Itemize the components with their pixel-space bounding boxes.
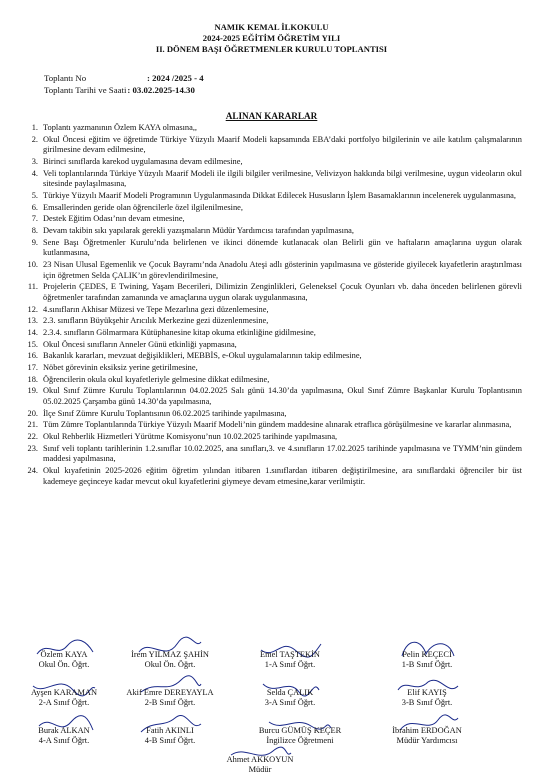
decision-item	[20, 444, 522, 465]
decision-number: 21.	[27, 420, 38, 430]
decision-number: 22.	[27, 432, 38, 441]
signature-block	[230, 688, 350, 708]
meeting-no-label: Toplantı No	[44, 73, 87, 83]
signatory-role: İngilizce Öğretmeni	[266, 736, 334, 745]
decision-text: Tüm Zümre Toplantılarında Türkiye Yüzyılı Maarif Modeli’nin gündem maddesine alınarak etraflıca görüşülmesine ve kararlar alınmasına,	[43, 420, 512, 430]
signatory-role: 2-B Sınıf Öğrt.	[144, 698, 196, 707]
decision-number: 20.	[27, 408, 38, 418]
signatory-name: Elif KAYIŞ	[407, 688, 447, 697]
decision-text: Destek Eğitim Odası’nın devam etmesine,	[43, 214, 185, 224]
decision-text: Veli toplantılarında Türkiye Yüzyılı Maarif Modeli ile ilgili bilgiler verilmesine, Velivizyon hakkında bilgi verilmesine, uygun videoların okul sitesinde paylaşılmasına,	[43, 168, 522, 189]
decision-item	[20, 135, 522, 156]
signature-block	[110, 726, 230, 746]
decision-item	[20, 316, 522, 327]
decision-text: Sınıf veli toplantı tarihlerinin 1.2.sınıflar 10.02.2025, ana sınıfları,3. ve 4.sınıfların 17.02.2025 tarihinde yapılmasına ve TYMM’nin gündem maddesi yapılmasına,	[43, 443, 522, 464]
signatory-role: 4-A Sınıf Öğrt.	[38, 736, 90, 745]
decision-number: 16.	[27, 351, 38, 361]
decision-text: Toplantı yazmanının Özlem KAYA olmasına,,	[43, 123, 198, 132]
signature-block	[367, 688, 487, 708]
decision-number: 17.	[27, 362, 38, 372]
signatory-name: Ahmet AKKOYUN	[226, 755, 294, 764]
decision-number: 4.	[31, 168, 38, 178]
academic-year: 2024-2025 EĞİTİM ÖĞRETİM YILI	[202, 33, 341, 43]
decision-number: 3.	[31, 156, 38, 166]
decision-item	[20, 157, 522, 168]
meeting-date-value: : 03.02.2025-14.30	[127, 85, 195, 95]
signature-block	[4, 650, 124, 670]
decision-item	[20, 305, 522, 316]
decision-text: 23 Nisan Ulusal Egemenlik ve Çocuk Bayramı’nda Anadolu Ateşi adlı gösterinin yapılmasına ve gösteride giyilecek kıyafetlerin araştırılması için öğretmen Selda ÇALIK’ın görevlendirilmesine,	[43, 259, 522, 280]
decision-number: 18.	[27, 374, 38, 384]
signatory-role: Okul Ön. Öğrt.	[144, 660, 196, 669]
signatory-name: Selda ÇALIK	[266, 688, 314, 697]
decision-item	[20, 420, 522, 431]
decision-item	[20, 203, 522, 214]
signatory-role: 2-A Sınıf Öğrt.	[38, 698, 90, 707]
decision-item	[20, 260, 522, 281]
school-name: NAMIK KEMAL İLKOKULU	[214, 22, 329, 32]
decision-item	[20, 238, 522, 259]
signatory-name: Özlem KAYA	[40, 650, 88, 659]
decision-item	[20, 375, 522, 386]
signature-block	[110, 688, 230, 708]
decisions-title: ALINAN KARARLAR	[225, 111, 318, 121]
signatory-role: Müdür	[248, 765, 272, 774]
signatory-name: Burak ALKAN	[38, 726, 90, 735]
signature-block	[110, 650, 230, 670]
decision-text: 2.3. sınıfların Büyükşehir Arıcılık Merkezine gezi düzenlenmesine,	[43, 316, 269, 326]
decision-text: Okul kıyafetinin 2025-2026 eğitim öğretim yılından itibaren 1.sınıflardan itibaren değiştirilmesine, ara sınıflardaki öğrenciler bir üst kademeye geçinceye kadar mevcut okul kıyafetlerini giymeye devam etmesine,karar verilmiştir.	[43, 465, 522, 486]
decision-item	[20, 386, 522, 407]
decision-item	[20, 214, 522, 225]
decision-item	[20, 351, 522, 362]
signatory-role: 3-A Sınıf Öğrt.	[264, 698, 316, 707]
decision-text: Okul Rehberlik Hizmetleri Yürütme Komisyonu’nun 10.02.2025 tarihinde yapılmasına,	[43, 432, 338, 441]
decision-number: 9.	[31, 237, 38, 247]
decision-text: Emsallerinden geride olan öğrencilerle özel ilgilenilmesine,	[43, 202, 243, 212]
signatory-name: İbrahim ERDOĞAN	[392, 726, 462, 735]
signature-block	[230, 650, 350, 670]
decision-item	[20, 169, 522, 190]
document-header	[0, 22, 543, 55]
decision-item	[20, 191, 522, 202]
meeting-title: II. DÖNEM BAŞI ÖĞRETMENLER KURULU TOPLANTISI	[155, 44, 388, 54]
decision-item	[20, 123, 522, 134]
decision-text: Okul Sınıf Zümre Kurulu Toplantılarının 04.02.2025 Salı günü 14.30’da yapılmasına, Okul Sınıf Zümre Başkanlar Kurulu Toplantısının 05.02.2025 Çarşamba günü 14.30’da yapılmasına,	[43, 386, 522, 406]
decision-text: Öğrencilerin okula okul kıyafetleriyle gelmesine dikkat edilmesine,	[43, 374, 270, 384]
signatory-name: Ayşen KARAMAN	[31, 688, 97, 697]
signature-block	[4, 688, 124, 708]
signatory-name: Akif Emre DEREYAYLA	[126, 688, 214, 697]
decision-number: 7.	[31, 214, 38, 224]
decision-number: 14.	[27, 327, 38, 337]
decision-number: 23.	[27, 443, 38, 453]
signature-block	[4, 726, 124, 746]
decision-number: 12.	[27, 304, 38, 314]
decision-item	[20, 282, 522, 303]
decision-number: 1.	[31, 123, 38, 132]
meeting-no-value: : 2024 /2025 - 4	[147, 73, 204, 83]
decision-text: Okul Öncesi sınıfların Anneler Günü etkinliği yapmasına,	[43, 339, 237, 349]
decision-number: 10.	[27, 259, 38, 269]
decision-text: İlçe Sınıf Zümre Kurulu Toplantısının 06.02.2025 tarihinde yapılmasına,	[43, 408, 287, 418]
decision-text: Nöbet görevinin eksiksiz yerine getirilmesine,	[43, 362, 198, 372]
decision-item	[20, 409, 522, 420]
signatory-role: 1-B Sınıf Öğrt.	[401, 660, 453, 669]
decision-number: 8.	[31, 226, 38, 235]
decision-number: 6.	[31, 202, 38, 212]
signature-block	[200, 755, 320, 775]
decision-number: 11.	[27, 282, 38, 292]
signatory-role: 4-B Sınıf Öğrt.	[144, 736, 196, 745]
decision-text: Sene Başı Öğretmenler Kurulu’nda belirlenen ve ikinci dönemde kutlanacak olan Belirli gün ve haftaların amaçlarına uygun olarak kutlanmasına,	[43, 237, 522, 258]
signatory-name: İrem YILMAZ ŞAHİN	[131, 650, 209, 659]
signatory-role: 1-A Sınıf Öğrt.	[264, 660, 316, 669]
signatory-name: Burcu GÜMÜŞ KEÇER	[258, 726, 342, 735]
decision-text: Devam takibin sıkı yapılarak gerekli yazışmaların Müdür Yardımcısı tarafından yapılmasına,	[43, 226, 354, 235]
signatory-role: Müdür Yardımcısı	[396, 736, 458, 745]
signatory-name: Fatih AKINLI	[146, 726, 194, 735]
decision-number: 13.	[27, 316, 38, 326]
decision-text: Projelerin ÇEDES, E Twining, Yaşam Becerileri, Dilimizin Zenginlikleri, Geleneksel Çocuk Oyunları vb. daha önceden belirlenen görevli öğretmenler tarafından zamanında ve amaçlarına uygun olarak uygulanmasına,	[43, 282, 522, 302]
decision-number: 2.	[31, 134, 38, 144]
decision-text: 4.sınıfların Akhisar Müzesi ve Tepe Mezarlına gezi düzenlemesine,	[43, 304, 269, 314]
decision-number: 15.	[27, 339, 38, 349]
decision-text: 2.3.4. sınıfların Gölmarmara Kütüphanesine kitap okuma etkinliğine gidilmesine,	[43, 327, 316, 337]
decision-number: 5.	[31, 190, 38, 200]
decision-item	[20, 363, 522, 374]
decision-item	[20, 340, 522, 351]
meeting-date-label: Toplantı Tarihi ve Saati	[44, 85, 127, 95]
decision-list	[20, 123, 522, 488]
decision-text: Birinci sınıflarda karekod uygulamasına devam edilmesine,	[43, 156, 243, 166]
signatory-role: 3-B Sınıf Öğrt.	[401, 698, 453, 707]
signature-block	[367, 726, 487, 746]
signatory-name: Emel TAŞTEKİN	[260, 650, 320, 659]
meeting-meta	[44, 72, 204, 96]
decision-number: 19.	[27, 386, 38, 396]
decision-item	[20, 466, 522, 487]
decision-number: 24.	[27, 465, 38, 475]
signatory-role: Okul Ön. Öğrt.	[38, 660, 90, 669]
decision-text: Türkiye Yüzyılı Maarif Modeli Programının Uygulanmasında Dikkat Edilecek Hususların İşlem Basamaklarının incelenerek uygulanmasına,	[43, 190, 516, 200]
decision-text: Okul Öncesi eğitim ve öğretimde Türkiye Yüzyılı Maarif Modeli kapsamında EBA’daki portfolyo bilgilerinin ve aile katılım çalışmalarının girilmesine devam edilmesine,	[43, 134, 522, 155]
decision-text: Bakanlık kararları, mevzuat değişiklikleri, MEBBİS, e-Okul uygulamalarının takip edilmesine,	[43, 351, 362, 361]
decision-item	[20, 432, 522, 443]
signature-block	[367, 650, 487, 670]
decision-item	[20, 226, 522, 237]
decision-item	[20, 328, 522, 339]
signatory-name: Pelin KEÇECİ	[402, 650, 452, 659]
